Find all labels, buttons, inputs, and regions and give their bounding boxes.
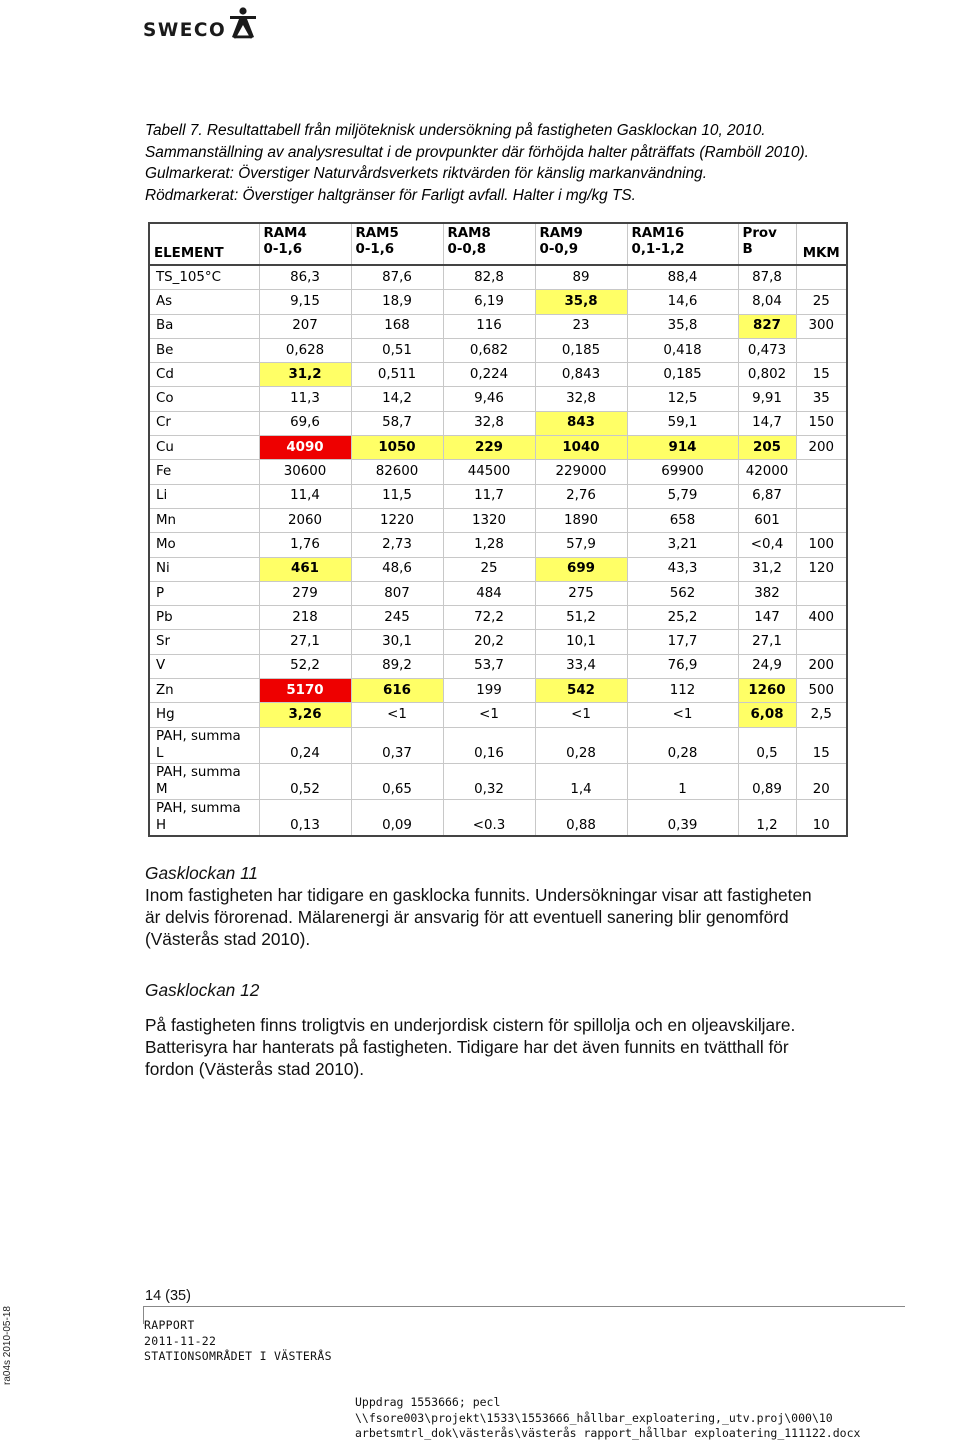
table-row — [149, 508, 847, 532]
value-cell: 279 — [259, 581, 351, 605]
value-cell: 14,6 — [627, 290, 738, 314]
element-cell — [149, 557, 259, 581]
mkm-cell: 15 — [796, 727, 847, 763]
footer-report-info — [144, 1318, 332, 1365]
mkm-cell: 15 — [796, 363, 847, 387]
element-name: Pb — [156, 609, 173, 625]
value-cell: 0,628 — [259, 338, 351, 362]
value-cell: 24,9 — [738, 654, 796, 678]
sample-id: RAM16 — [631, 226, 685, 241]
mkm-cell: 400 — [796, 606, 847, 630]
element-name: TS_105°C — [156, 269, 221, 285]
element-cell — [149, 363, 259, 387]
table-row — [149, 630, 847, 654]
value-cell: 0,52 — [259, 763, 351, 799]
element-cell — [149, 484, 259, 508]
element-cell — [149, 508, 259, 532]
value-cell: 11,4 — [259, 484, 351, 508]
element-cell — [149, 290, 259, 314]
value-cell: 27,1 — [259, 630, 351, 654]
element-cell — [149, 265, 259, 290]
element-name: Sr — [156, 634, 171, 650]
value-cell: 2,76 — [535, 484, 627, 508]
value-cell: 6,87 — [738, 484, 796, 508]
table-row — [149, 533, 847, 557]
value-cell: 9,15 — [259, 290, 351, 314]
element-name: Li — [156, 488, 168, 504]
table-row — [149, 436, 847, 460]
element-name: PAH, summa — [156, 800, 241, 816]
element-cell — [149, 314, 259, 338]
value-cell: 69,6 — [259, 411, 351, 435]
value-cell: 52,2 — [259, 654, 351, 678]
table-row — [149, 387, 847, 411]
header-sample-column — [351, 223, 443, 265]
value-cell: 20,2 — [443, 630, 535, 654]
sample-id: RAM8 — [447, 226, 491, 241]
value-cell: 82600 — [351, 460, 443, 484]
value-cell: 0,224 — [443, 363, 535, 387]
value-cell: 53,7 — [443, 654, 535, 678]
element-cell — [149, 411, 259, 435]
table-row — [149, 799, 847, 836]
mkm-cell — [796, 581, 847, 605]
value-cell: 88,4 — [627, 265, 738, 290]
value-cell: 8,04 — [738, 290, 796, 314]
value-cell: 2,73 — [351, 533, 443, 557]
section-line: På fastigheten finns troligtvis en underjordisk cistern för spillolja och en oljeavskiljare. — [145, 1015, 796, 1035]
value-cell: 542 — [535, 679, 627, 703]
value-cell: 616 — [351, 679, 443, 703]
table-row — [149, 703, 847, 727]
table-row — [149, 654, 847, 678]
element-cell — [149, 763, 259, 799]
value-cell: 6,08 — [738, 703, 796, 727]
header-sample-column — [535, 223, 627, 265]
value-cell: 30600 — [259, 460, 351, 484]
element-cell — [149, 581, 259, 605]
value-cell: 30,1 — [351, 630, 443, 654]
value-cell: 69900 — [627, 460, 738, 484]
element-name: P — [156, 585, 165, 601]
value-cell: <0.3 — [443, 799, 535, 836]
table-header-row — [149, 223, 847, 265]
mkm-cell: 300 — [796, 314, 847, 338]
element-name: H — [156, 817, 167, 833]
mkm-cell: 10 — [796, 799, 847, 836]
element-name: Fe — [156, 464, 172, 480]
sample-depth: 0-1,6 — [263, 242, 303, 257]
value-cell: 168 — [351, 314, 443, 338]
section-heading: Gasklockan 11 — [145, 863, 259, 883]
value-cell: 48,6 — [351, 557, 443, 581]
value-cell: 25,2 — [627, 606, 738, 630]
element-name: Cd — [156, 366, 174, 382]
value-cell: 275 — [535, 581, 627, 605]
mkm-cell: 120 — [796, 557, 847, 581]
value-cell: 0,511 — [351, 363, 443, 387]
value-cell: 1,4 — [535, 763, 627, 799]
footer-line: 2011-11-22 — [144, 1333, 217, 1348]
value-cell: 0,88 — [535, 799, 627, 836]
table-caption — [145, 120, 935, 207]
value-cell: 0,39 — [627, 799, 738, 836]
value-cell: 0,09 — [351, 799, 443, 836]
value-cell: 59,1 — [627, 411, 738, 435]
footer-line: STATIONSOMRÅDET I VÄSTERÅS — [144, 1349, 332, 1363]
value-cell: <1 — [535, 703, 627, 727]
value-cell: <1 — [351, 703, 443, 727]
value-cell: 17,7 — [627, 630, 738, 654]
value-cell: 44500 — [443, 460, 535, 484]
value-cell: 207 — [259, 314, 351, 338]
value-cell: 11,7 — [443, 484, 535, 508]
element-name: Hg — [156, 706, 175, 722]
value-cell: 1320 — [443, 508, 535, 532]
value-cell: 87,8 — [738, 265, 796, 290]
value-cell: 0,13 — [259, 799, 351, 836]
element-name: Mo — [156, 536, 176, 552]
value-cell: 0,185 — [627, 363, 738, 387]
table-row — [149, 460, 847, 484]
element-cell — [149, 679, 259, 703]
value-cell: 0,32 — [443, 763, 535, 799]
mkm-cell: 500 — [796, 679, 847, 703]
value-cell: 58,7 — [351, 411, 443, 435]
value-cell: 0,51 — [351, 338, 443, 362]
value-cell: 0,418 — [627, 338, 738, 362]
section-line: är delvis förorenad. Mälarenergi är ansvarig för att eventuell sanering blir genomförd — [145, 907, 789, 927]
value-cell: 562 — [627, 581, 738, 605]
value-cell: 0,843 — [535, 363, 627, 387]
value-cell: 1890 — [535, 508, 627, 532]
value-cell: 43,3 — [627, 557, 738, 581]
table-row — [149, 606, 847, 630]
mkm-cell — [796, 265, 847, 290]
mkm-cell: 20 — [796, 763, 847, 799]
element-cell — [149, 533, 259, 557]
sample-id: Prov — [742, 226, 777, 241]
value-cell: <1 — [627, 703, 738, 727]
value-cell: 42000 — [738, 460, 796, 484]
value-cell: 23 — [535, 314, 627, 338]
mkm-cell — [796, 630, 847, 654]
value-cell: 57,9 — [535, 533, 627, 557]
value-cell: 112 — [627, 679, 738, 703]
element-name: PAH, summa — [156, 764, 241, 780]
value-cell: 14,2 — [351, 387, 443, 411]
value-cell: 82,8 — [443, 265, 535, 290]
value-cell: 10,1 — [535, 630, 627, 654]
value-cell: 32,8 — [443, 411, 535, 435]
table-row — [149, 763, 847, 799]
value-cell: 843 — [535, 411, 627, 435]
mkm-cell — [796, 508, 847, 532]
table-row — [149, 727, 847, 763]
value-cell: 11,5 — [351, 484, 443, 508]
value-cell: 12,5 — [627, 387, 738, 411]
value-cell: 1260 — [738, 679, 796, 703]
value-cell: 229 — [443, 436, 535, 460]
element-cell — [149, 654, 259, 678]
sample-id: RAM5 — [355, 226, 399, 241]
element-cell — [149, 630, 259, 654]
element-cell — [149, 436, 259, 460]
sample-depth: 0-0,8 — [447, 242, 487, 257]
value-cell: 0,16 — [443, 727, 535, 763]
value-cell: 0,37 — [351, 727, 443, 763]
element-cell — [149, 387, 259, 411]
value-cell: 914 — [627, 436, 738, 460]
value-cell: 218 — [259, 606, 351, 630]
header-sample-column — [627, 223, 738, 265]
value-cell: 0,682 — [443, 338, 535, 362]
value-cell: 11,3 — [259, 387, 351, 411]
value-cell: 0,24 — [259, 727, 351, 763]
mkm-cell — [796, 460, 847, 484]
footer-divider — [143, 1306, 905, 1307]
value-cell: 382 — [738, 581, 796, 605]
value-cell: 5,79 — [627, 484, 738, 508]
value-cell: 3,26 — [259, 703, 351, 727]
element-name: Mn — [156, 512, 177, 528]
sample-depth: 0-0,9 — [539, 242, 579, 257]
section-line: fordon (Västerås stad 2010). — [145, 1059, 365, 1079]
value-cell: 27,1 — [738, 630, 796, 654]
results-table — [148, 222, 848, 837]
value-cell: 76,9 — [627, 654, 738, 678]
value-cell: 199 — [443, 679, 535, 703]
value-cell: 51,2 — [535, 606, 627, 630]
value-cell: 1040 — [535, 436, 627, 460]
table-row — [149, 679, 847, 703]
element-name: Zn — [156, 682, 174, 698]
element-name: Cr — [156, 415, 171, 431]
header-sample-column — [259, 223, 351, 265]
value-cell: 86,3 — [259, 265, 351, 290]
mkm-cell: 35 — [796, 387, 847, 411]
sweco-figure-icon — [227, 6, 259, 40]
table-body — [149, 265, 847, 836]
value-cell: 9,46 — [443, 387, 535, 411]
value-cell: 31,2 — [259, 363, 351, 387]
mkm-cell: 150 — [796, 411, 847, 435]
mkm-cell — [796, 338, 847, 362]
value-cell: 699 — [535, 557, 627, 581]
header-sample-column — [738, 223, 796, 265]
footer-file-info — [355, 1395, 860, 1442]
value-cell: 229000 — [535, 460, 627, 484]
sample-depth: 0-1,6 — [355, 242, 395, 257]
value-cell: 6,19 — [443, 290, 535, 314]
header-sample-column — [443, 223, 535, 265]
section-line: Inom fastigheten har tidigare en gasklocka funnits. Undersökningar visar att fastigheten — [145, 885, 812, 905]
value-cell: 87,6 — [351, 265, 443, 290]
table-row — [149, 265, 847, 290]
value-cell: 31,2 — [738, 557, 796, 581]
caption-line: Gulmarkerat: Överstiger Naturvårdsverkets riktvärden för känslig markanvändning. — [145, 165, 707, 183]
element-name: L — [156, 745, 164, 761]
sample-depth: B — [742, 242, 753, 257]
value-cell: 1,2 — [738, 799, 796, 836]
value-cell: <0,4 — [738, 533, 796, 557]
value-cell: 1050 — [351, 436, 443, 460]
table-row — [149, 484, 847, 508]
table-row — [149, 411, 847, 435]
header-mkm: MKM — [796, 223, 847, 265]
value-cell: 601 — [738, 508, 796, 532]
section-line: (Västerås stad 2010). — [145, 929, 311, 949]
section-line: Batterisyra har hanterats på fastigheten. Tidigare har det även funnits en tvätthall för — [145, 1037, 789, 1057]
element-name: PAH, summa — [156, 728, 241, 744]
value-cell: 2060 — [259, 508, 351, 532]
mkm-cell: 200 — [796, 436, 847, 460]
element-name: V — [156, 658, 166, 674]
value-cell: 0,89 — [738, 763, 796, 799]
element-name: Ba — [156, 318, 174, 334]
value-cell: 827 — [738, 314, 796, 338]
logo-text: SWECO — [143, 20, 227, 41]
value-cell: 9,91 — [738, 387, 796, 411]
mkm-cell: 100 — [796, 533, 847, 557]
mkm-cell — [796, 484, 847, 508]
element-cell — [149, 606, 259, 630]
template-code: ra04s 2010-05-18 — [2, 1306, 13, 1385]
value-cell: 484 — [443, 581, 535, 605]
value-cell: 89,2 — [351, 654, 443, 678]
value-cell: 14,7 — [738, 411, 796, 435]
table-row — [149, 581, 847, 605]
value-cell: 245 — [351, 606, 443, 630]
value-cell: 0,65 — [351, 763, 443, 799]
table-row — [149, 290, 847, 314]
value-cell: 3,21 — [627, 533, 738, 557]
section-gasklockan-12 — [145, 979, 935, 1080]
value-cell: <1 — [443, 703, 535, 727]
value-cell: 4090 — [259, 436, 351, 460]
value-cell: 35,8 — [535, 290, 627, 314]
caption-line: Sammanställning av analysresultat i de provpunkter där förhöjda halter påträffats (Ramböll 2010). — [145, 143, 809, 161]
footer-line: RAPPORT — [144, 1318, 195, 1332]
element-name: Be — [156, 342, 174, 358]
value-cell: 0,473 — [738, 338, 796, 362]
table-row — [149, 338, 847, 362]
sample-id: RAM4 — [263, 226, 307, 241]
section-heading: Gasklockan 12 — [145, 980, 260, 1000]
value-cell: 1,76 — [259, 533, 351, 557]
value-cell: 1220 — [351, 508, 443, 532]
value-cell: 0,802 — [738, 363, 796, 387]
footer-line: arbetsmtrl_dok\västerås\västerås rapport_hållbar exploatering_111122.docx — [355, 1426, 861, 1440]
value-cell: 5170 — [259, 679, 351, 703]
value-cell: 72,2 — [443, 606, 535, 630]
value-cell: 18,9 — [351, 290, 443, 314]
table-row — [149, 363, 847, 387]
element-name: M — [156, 781, 168, 797]
header-element: ELEMENT — [149, 223, 259, 265]
element-cell — [149, 727, 259, 763]
value-cell: 0,28 — [535, 727, 627, 763]
page-number: 14 (35) — [145, 1288, 191, 1304]
mkm-cell: 25 — [796, 290, 847, 314]
spacer — [145, 1001, 935, 1014]
table-row — [149, 557, 847, 581]
value-cell: 205 — [738, 436, 796, 460]
element-cell — [149, 799, 259, 836]
value-cell: 461 — [259, 557, 351, 581]
caption-line: Rödmarkerat: Överstiger haltgränser för Farligt avfall. Halter i mg/kg TS. — [145, 187, 636, 205]
value-cell: 658 — [627, 508, 738, 532]
value-cell: 0,5 — [738, 727, 796, 763]
value-cell: 32,8 — [535, 387, 627, 411]
value-cell: 116 — [443, 314, 535, 338]
value-cell: 89 — [535, 265, 627, 290]
element-name: Cu — [156, 439, 174, 455]
element-name: Ni — [156, 561, 170, 577]
value-cell: 147 — [738, 606, 796, 630]
value-cell: 0,185 — [535, 338, 627, 362]
value-cell: 35,8 — [627, 314, 738, 338]
footer-line: \\fsore003\projekt\1533\1553666_hållbar_exploatering,_utv.proj\000\10 — [355, 1410, 833, 1425]
sweco-logo — [143, 6, 263, 42]
table-row — [149, 314, 847, 338]
element-cell — [149, 703, 259, 727]
value-cell: 1,28 — [443, 533, 535, 557]
footer-line: Uppdrag 1553666; pecl — [355, 1395, 501, 1409]
section-gasklockan-11 — [145, 862, 935, 950]
mkm-cell: 200 — [796, 654, 847, 678]
value-cell: 0,28 — [627, 727, 738, 763]
element-name: As — [156, 293, 173, 309]
value-cell: 807 — [351, 581, 443, 605]
element-cell — [149, 338, 259, 362]
sample-depth: 0,1-1,2 — [631, 242, 685, 257]
caption-line: Tabell 7. Resultattabell från miljöteknisk undersökning på fastigheten Gasklockan 10, 2010. — [145, 122, 766, 139]
value-cell: 25 — [443, 557, 535, 581]
value-cell: 1 — [627, 763, 738, 799]
element-name: Co — [156, 391, 174, 407]
sample-id: RAM9 — [539, 226, 583, 241]
element-cell — [149, 460, 259, 484]
value-cell: 33,4 — [535, 654, 627, 678]
mkm-cell: 2,5 — [796, 703, 847, 727]
